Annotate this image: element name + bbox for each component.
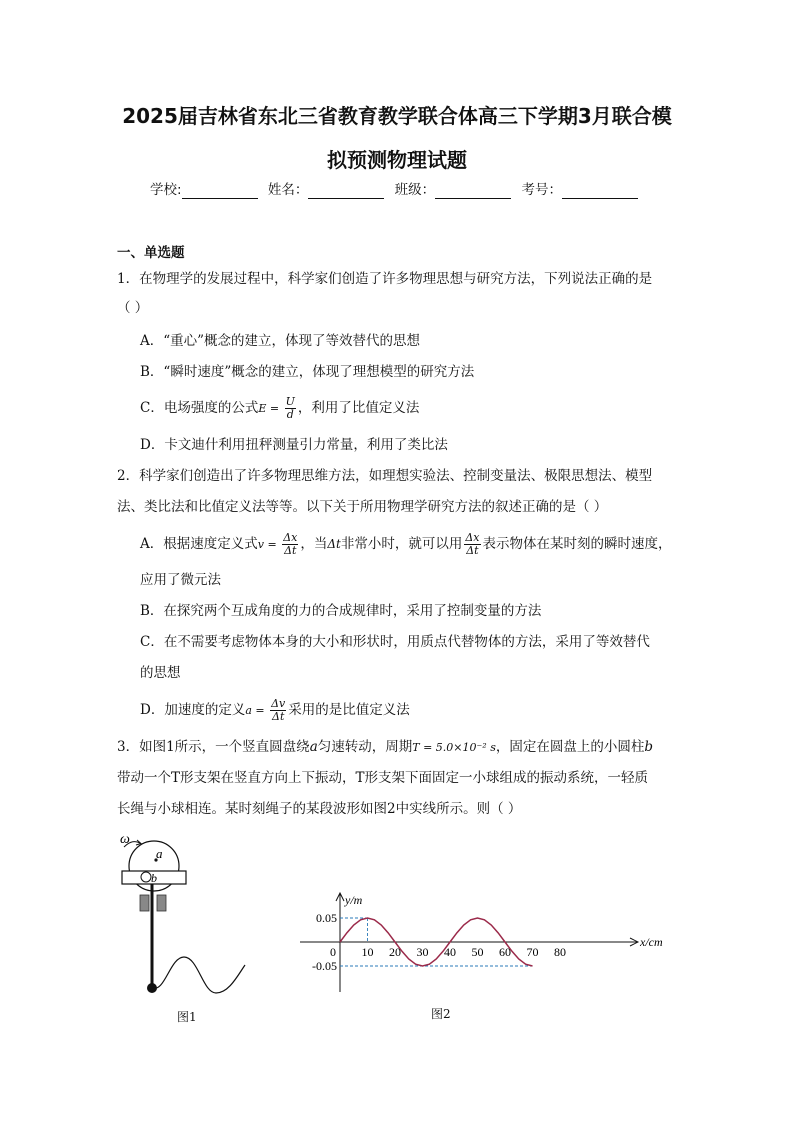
q2-option-c-line-1: C．在不需要考虑物体本身的大小和形状时，用质点代替物体的方法，采用了等效替代 <box>140 634 650 650</box>
y-tick-label: -0.05 <box>312 959 337 973</box>
x-tick-label: 20 <box>389 945 401 959</box>
q1-formula-lhs: E <box>258 402 267 415</box>
q1-option-c-tail: ，利用了比值定义法 <box>297 400 420 416</box>
point-a-label: a <box>156 846 163 861</box>
y-tick-label: 0.05 <box>316 911 337 925</box>
q1-option-b: B．“瞬时速度”概念的建立，体现了理想模型的研究方法 <box>140 364 475 380</box>
q1-formula-den: d <box>286 408 294 421</box>
q2-stem-line-1: 2．科学家们创造出了许多物理思维方法，如理想实验法、控制变量法、极限思想法、模型 <box>117 468 653 484</box>
q2-option-b: B．在探究两个互成角度的力的合成规律时，采用了控制变量的方法 <box>140 603 542 619</box>
q2-formula-fraction-2 <box>464 532 480 557</box>
q2-formula-num-2: Δx <box>465 531 480 544</box>
figure-2-label: 图2 <box>431 1007 451 1021</box>
q2-formula-num-d: Δv <box>271 697 286 710</box>
x-tick-label: 40 <box>444 945 456 959</box>
x-tick-label: 70 <box>526 945 539 959</box>
q3-stem-post: ，固定在圆盘上的小圆柱 <box>495 739 645 755</box>
q1-option-d: D．卡文迪什利用扭秤测量引力常量，利用了类比法 <box>140 437 448 453</box>
chart-axes <box>300 893 663 992</box>
q1-formula-num: U <box>285 395 295 408</box>
figure-2-chart <box>290 888 663 998</box>
q3-stem-b: b <box>644 739 654 755</box>
q1-option-c-text: C．电场强度的公式 <box>140 400 259 416</box>
q3-stem-line-2: 带动一个T形支架在竖直方向上下振动，T形支架下面固定一小球组成的振动系统，一轻质 <box>117 770 649 786</box>
q3-stem-mid: 匀速转动，周期 <box>317 739 413 755</box>
q2-formula-num: Δx <box>283 531 298 544</box>
x-tick-label: 30 <box>416 945 429 959</box>
q1-formula-eq: = <box>266 402 283 415</box>
x-tick-label: 80 <box>554 945 566 959</box>
x-axis-label: x/cm <box>640 935 663 949</box>
field-school-label: 学校: <box>150 182 182 198</box>
small-cylinder-b <box>141 872 151 882</box>
q2-option-a-line-2: 应用了微元法 <box>140 572 221 588</box>
field-class-label: 班级： <box>394 182 436 198</box>
student-info-line <box>0 181 794 199</box>
q2-formula-eq: = <box>263 538 281 551</box>
y-axis-label: y/m <box>345 893 363 907</box>
title-line-2: 拟预测物理试题 <box>327 148 467 172</box>
q2-stem-line-2: 法、类比法和比值定义法等等。以下关于所用物理学研究方法的叙述正确的是（ ） <box>117 499 608 515</box>
q2-option-c-line-2: 的思想 <box>140 665 181 681</box>
q1-stem-line-2: （ ） <box>117 300 149 316</box>
q3-stem-pre: 3．如图1所示，一个竖直圆盘绕 <box>117 739 310 755</box>
field-exam-no-blank[interactable] <box>562 184 638 199</box>
q1-formula-fraction <box>285 396 296 421</box>
q2-option-d-tail: 采用的是比值定义法 <box>288 702 410 718</box>
x-tick-label: 50 <box>471 945 484 959</box>
field-exam-no-label: 考号： <box>521 182 562 198</box>
q1-stem-line-1: 1．在物理学的发展过程中，科学家们创造了许多物理思想与研究方法，下列说法正确的是 <box>117 271 653 287</box>
field-name-label: 姓名： <box>267 182 309 198</box>
guide-block-left <box>140 895 149 911</box>
q2-formula-fraction <box>282 532 298 557</box>
figure-1-diagram <box>110 825 260 1030</box>
q1-option-c <box>140 396 419 421</box>
q2-option-d-text: D．加速度的定义 <box>140 702 246 718</box>
q2-option-d <box>140 698 410 723</box>
x-tick-label: 10 <box>361 945 374 959</box>
q2-delta-t: Δt <box>327 537 341 551</box>
q2-formula-den-2: Δt <box>466 544 479 557</box>
q3-stem-a: a <box>309 739 318 755</box>
q2-formula-den: Δt <box>284 544 297 557</box>
origin-label: 0 <box>330 945 336 959</box>
q2-formula-v: v <box>257 538 264 551</box>
section-title: 一、单选题 <box>117 245 185 261</box>
guide-block-right <box>157 895 166 911</box>
q1-option-a: A．“重心”概念的建立，体现了等效替代的思想 <box>140 333 421 349</box>
q3-stem-line-1 <box>117 737 653 758</box>
rope-wave <box>152 957 245 993</box>
omega-label: ω <box>120 832 130 847</box>
q2-formula-a: a <box>245 704 252 717</box>
q2-formula-eq-d: = <box>251 704 269 717</box>
q2-option-a-tail: 表示物体在某时刻的瞬时速度， <box>482 536 672 552</box>
q3-stem-line-3: 长绳与小球相连。某时刻绳子的某段波形如图2中实线所示。则（ ） <box>117 801 522 817</box>
figure-1-label: 图1 <box>177 1010 197 1024</box>
q2-option-a <box>140 532 672 557</box>
q2-option-a-mid: ，当 <box>300 536 328 552</box>
title-line-1: 2025届吉林省东北三省教育教学联合体高三下学期3月联合模 <box>122 104 672 128</box>
q2-formula-den-d: Δt <box>272 710 285 723</box>
field-name-blank[interactable] <box>308 184 384 199</box>
q2-formula-fraction-d <box>270 698 286 723</box>
q2-option-a-text: A．根据速度定义式 <box>140 536 258 552</box>
x-tick-label: 60 <box>499 945 511 959</box>
q3-stem-period: T = 5.0×10⁻² s <box>412 741 496 754</box>
q2-option-a-mid2: 非常小时，就可以用 <box>340 536 463 552</box>
point-b-label: b <box>151 871 157 885</box>
field-school-blank[interactable] <box>182 184 258 199</box>
field-class-blank[interactable] <box>435 184 511 199</box>
